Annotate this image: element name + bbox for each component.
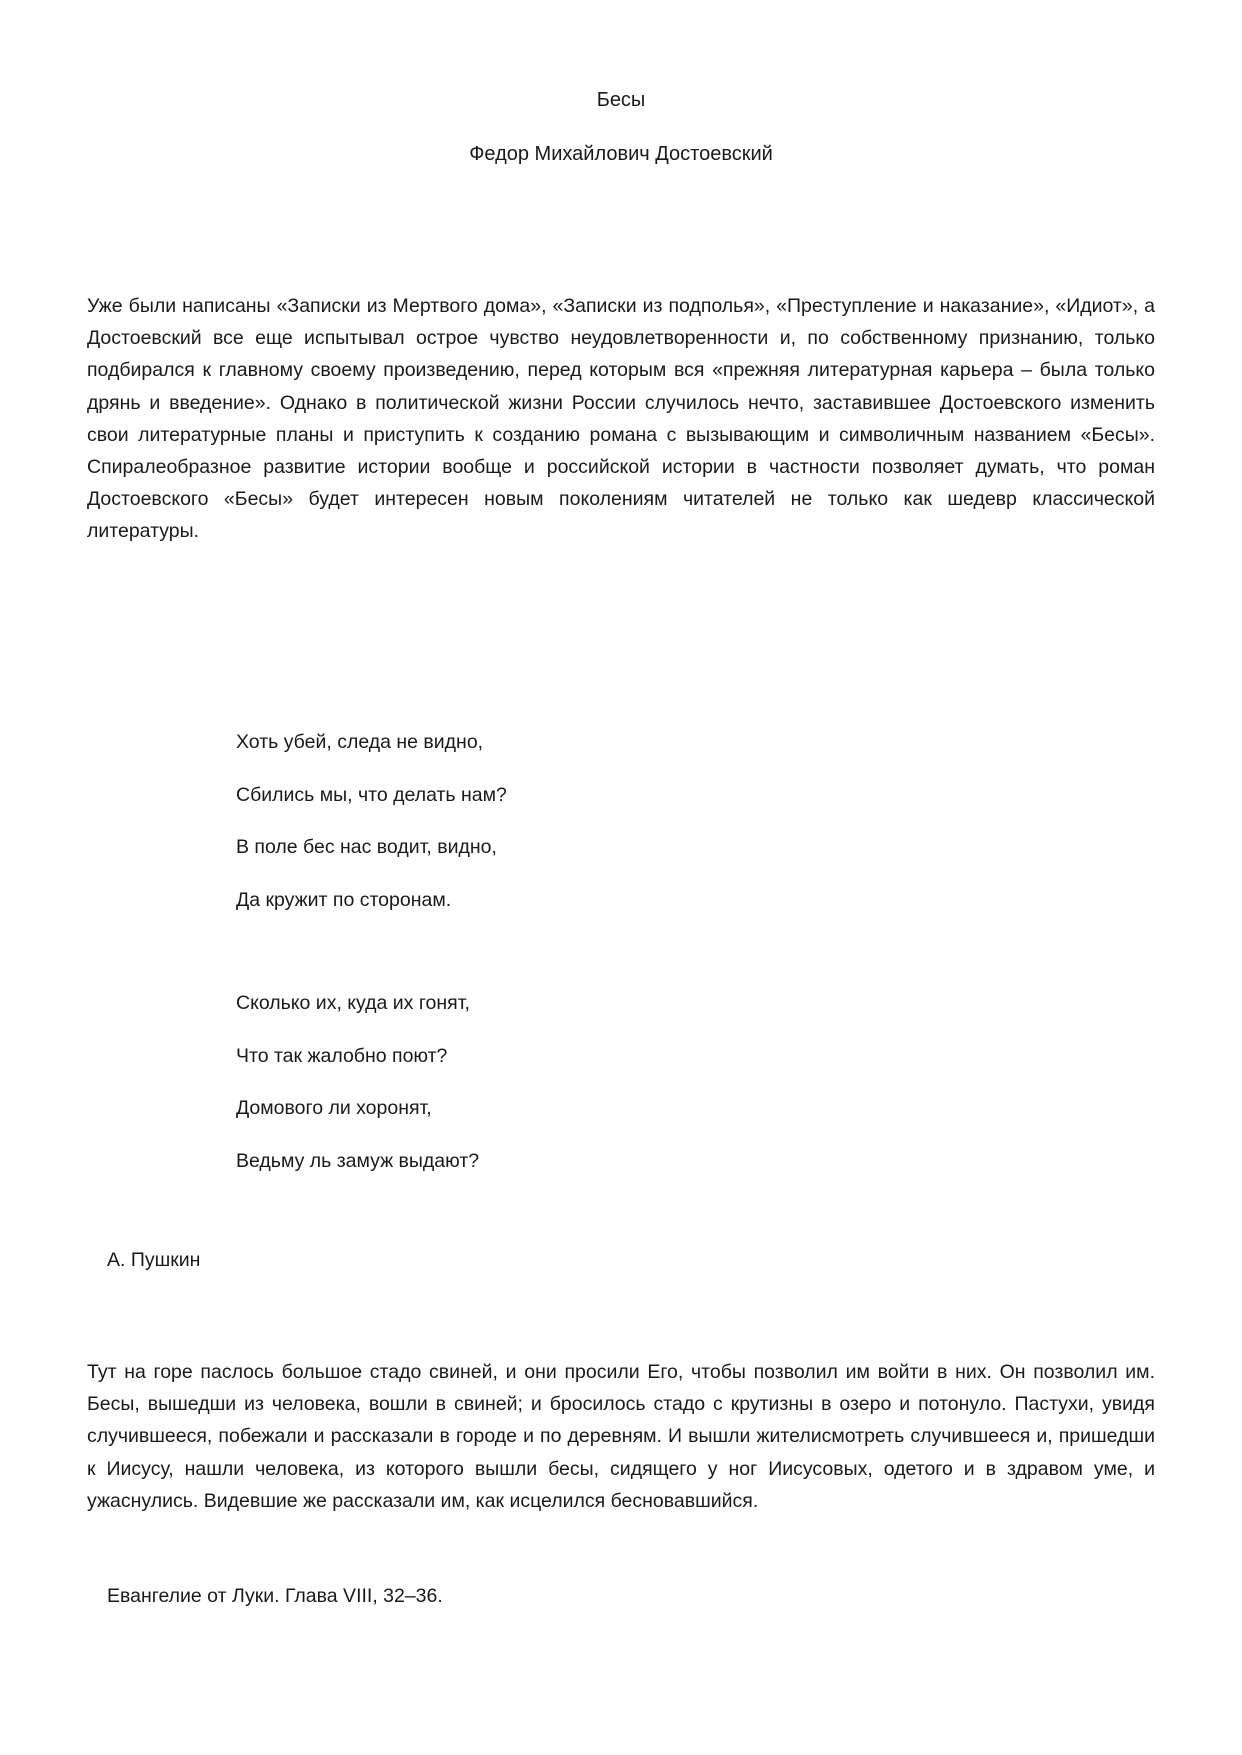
poem-line: Сбились мы, что делать нам?: [236, 783, 507, 806]
poem-line: В поле бес нас водит, видно,: [236, 836, 497, 858]
poem-stanza-1: [236, 728, 507, 938]
poem-line: Ведьму ль замуж выдают?: [236, 1149, 480, 1172]
poem-line: Сколько их, куда их гонят,: [236, 992, 470, 1014]
poem-line: Домового ли хоронят,: [236, 1097, 432, 1119]
document-author: Федор Михайлович Достоевский: [469, 143, 773, 165]
poem-attribution: А. Пушкин: [107, 1249, 201, 1271]
gospel-epigraph: Тут на горе паслось большое стадо свиней, и они просили Его, чтобы позволил им войти в них. Он позволил им. Бесы, вышедши из человека, вошли в свиней; и бросилось стадо с крутизны в озеро и потонуло. Пастухи, увидя случившееся, побежали и рассказали в городе и по деревням. И вышли жителисмотреть случившееся и, пришедши к Иисусу, нашли человека, из которого вышли бесы, сидящего у ног Иисусовых, одетого и в здравом уме, и ужаснулись. Видевшие же рассказали им, как исцелился бесновавшийся.: [87, 1361, 1155, 1512]
gospel-attribution: Евангелие от Луки. Глава VIII, 32–36.: [107, 1585, 443, 1607]
intro-paragraph: Уже были написаны «Записки из Мертвого дома», «Записки из подполья», «Преступление и наказание», «Идиот», а Достоевский все еще испытывал острое чувство неудовлетворенности и, по собственному признанию, только подбирался к главному своему произведению, перед которым вся «прежняя литературная карьера – была только дрянь и введение». Однако в политической жизни России случилось нечто, заставившее Достоевского изменить свои литературные планы и приступить к созданию романа с вызывающим и символичным названием «Бесы». Спиралеобразное развитие истории вообще и российской истории в частности позволяет думать, что роман Достоевского «Бесы» будет интересен новым поколениям читателей не только как шедевр классической литературы.: [87, 295, 1155, 543]
poem-line: Да кружит по сторонам.: [236, 888, 452, 911]
document-title: Бесы: [596, 89, 646, 111]
poem-stanza-2: [236, 989, 479, 1199]
poem-line: Что так жалобно поют?: [236, 1044, 448, 1067]
poem-line: Хоть убей, следа не видно,: [236, 731, 484, 753]
